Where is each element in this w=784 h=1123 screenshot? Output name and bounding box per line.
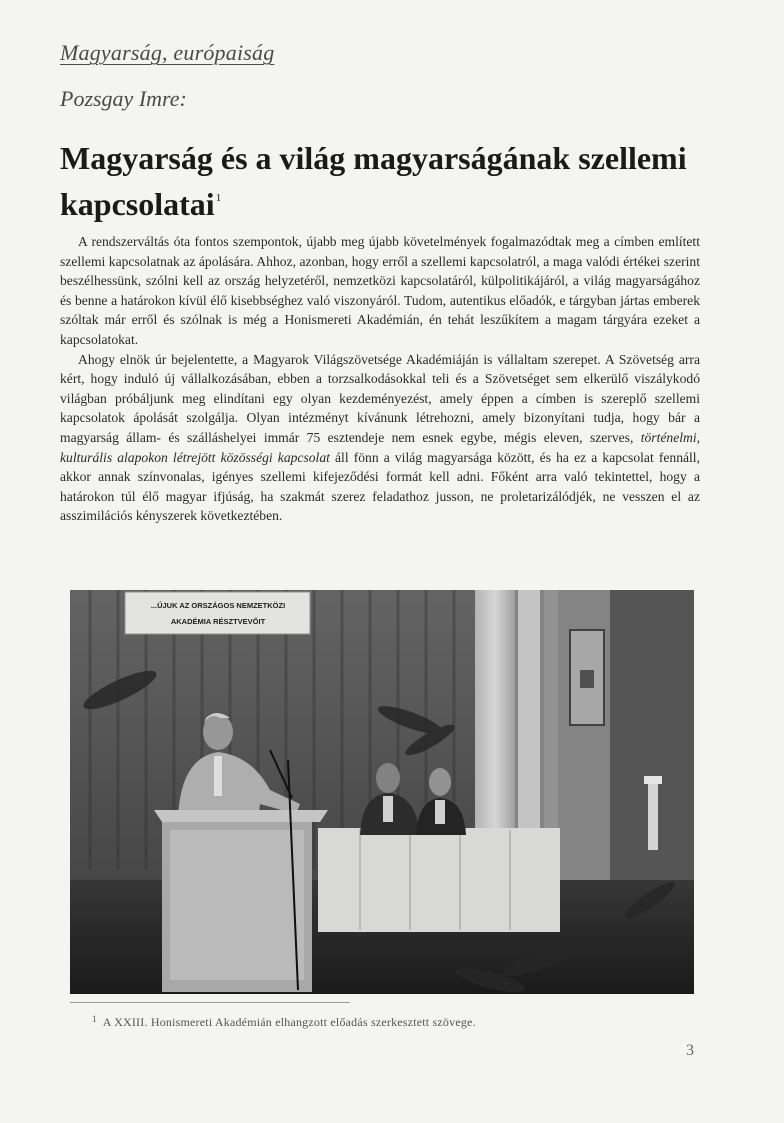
footnote-text: A XXIII. Honismereti Akadémián elhangzott előadás szerkesztett szövege. bbox=[102, 1015, 476, 1029]
article-title bbox=[60, 138, 720, 224]
paragraph-1: A rendszerváltás óta fontos szempontok, újabb meg újabb követelmények fogalmazódtak meg a címben említett szellemi kapcsolatnak az ápolására. Ahhoz, azonban, hogy erről a szellemi kapcsolatról, a maga valódi értékei szerint beszélhessünk, szólni kell az ország helyzetéről, nemzetközi kapcsolatáról, külpolitikájáról, a világ magyarságához és benne a határokon kívül élő kisebbséghez való viszonyáról. Tudom, autentikus előadók, e tárgyban jártas emberek szóltak már erről és szólnak is még a Honismereti Akadémián, én tehát leszűkítem a magam tárgyára ezeket a kapcsolatokat. bbox=[60, 234, 700, 347]
section-title: Magyarság, európaiság bbox=[60, 40, 275, 65]
article-body bbox=[60, 232, 700, 526]
banner-line-1: ...ÚJUK AZ ORSZÁGOS NEMZETKÖZI bbox=[150, 601, 286, 610]
page-number: 3 bbox=[686, 1042, 694, 1059]
paragraph-2-emphasis: történelmi, kulturális alapokon létrejött közösségi kapcsolat bbox=[60, 429, 700, 465]
footnote-mark: 1 bbox=[92, 1014, 97, 1024]
banner-line-2: AKADÉMIA RÉSZTVEVŐIT bbox=[170, 617, 266, 626]
paragraph-2 bbox=[60, 350, 700, 526]
author-name: Pozsgay Imre: bbox=[60, 86, 187, 111]
article-title-text: Magyarság és a világ magyarságának szellemi kapcsolatai bbox=[60, 140, 687, 222]
paragraph-2-text-start: Ahogy elnök úr bejelentette, a Magyarok Világszövetsége Akadémiáján is vállaltam szerepet. A Szövetség arra kért, hogy induló új vállalkozásában, ebben a torzsalkodásokkal teli és a Szövetséget sem elkerülő viszálykodó világban próbáljunk meg elindítani egy olyan kezdeményezést, amely éppen a címben is szereplő szellemi kapcsolatok ápolását szolgálja. Olyan intézményt kívánunk létrehozni, amely bizonyítani tudja, hogy bár a magyarság állam- és szálláshelyei immár 75 esztendeje nem esnek egybe, mégis eleven, szerves, bbox=[60, 351, 700, 445]
conference-photo bbox=[70, 590, 694, 994]
footnote-divider bbox=[70, 1002, 350, 1003]
paragraph-2-text-end: áll fönn a világ magyarsága között, és ha ez a kapcsolat fennáll, akkor annak színvonalas, igényes szellemi kifejeződési formát kell adni. Főként arra való tekintettel, hogy a határokon túl élő magyar ifjúság, ha szakmát szerez feladathoz jusson, ne proletarizálódjék, ne vesszen el az asszimilációs kényszerek következtében. bbox=[60, 449, 700, 524]
title-footnote-mark: 1 bbox=[215, 192, 222, 204]
footnote bbox=[92, 1014, 476, 1030]
